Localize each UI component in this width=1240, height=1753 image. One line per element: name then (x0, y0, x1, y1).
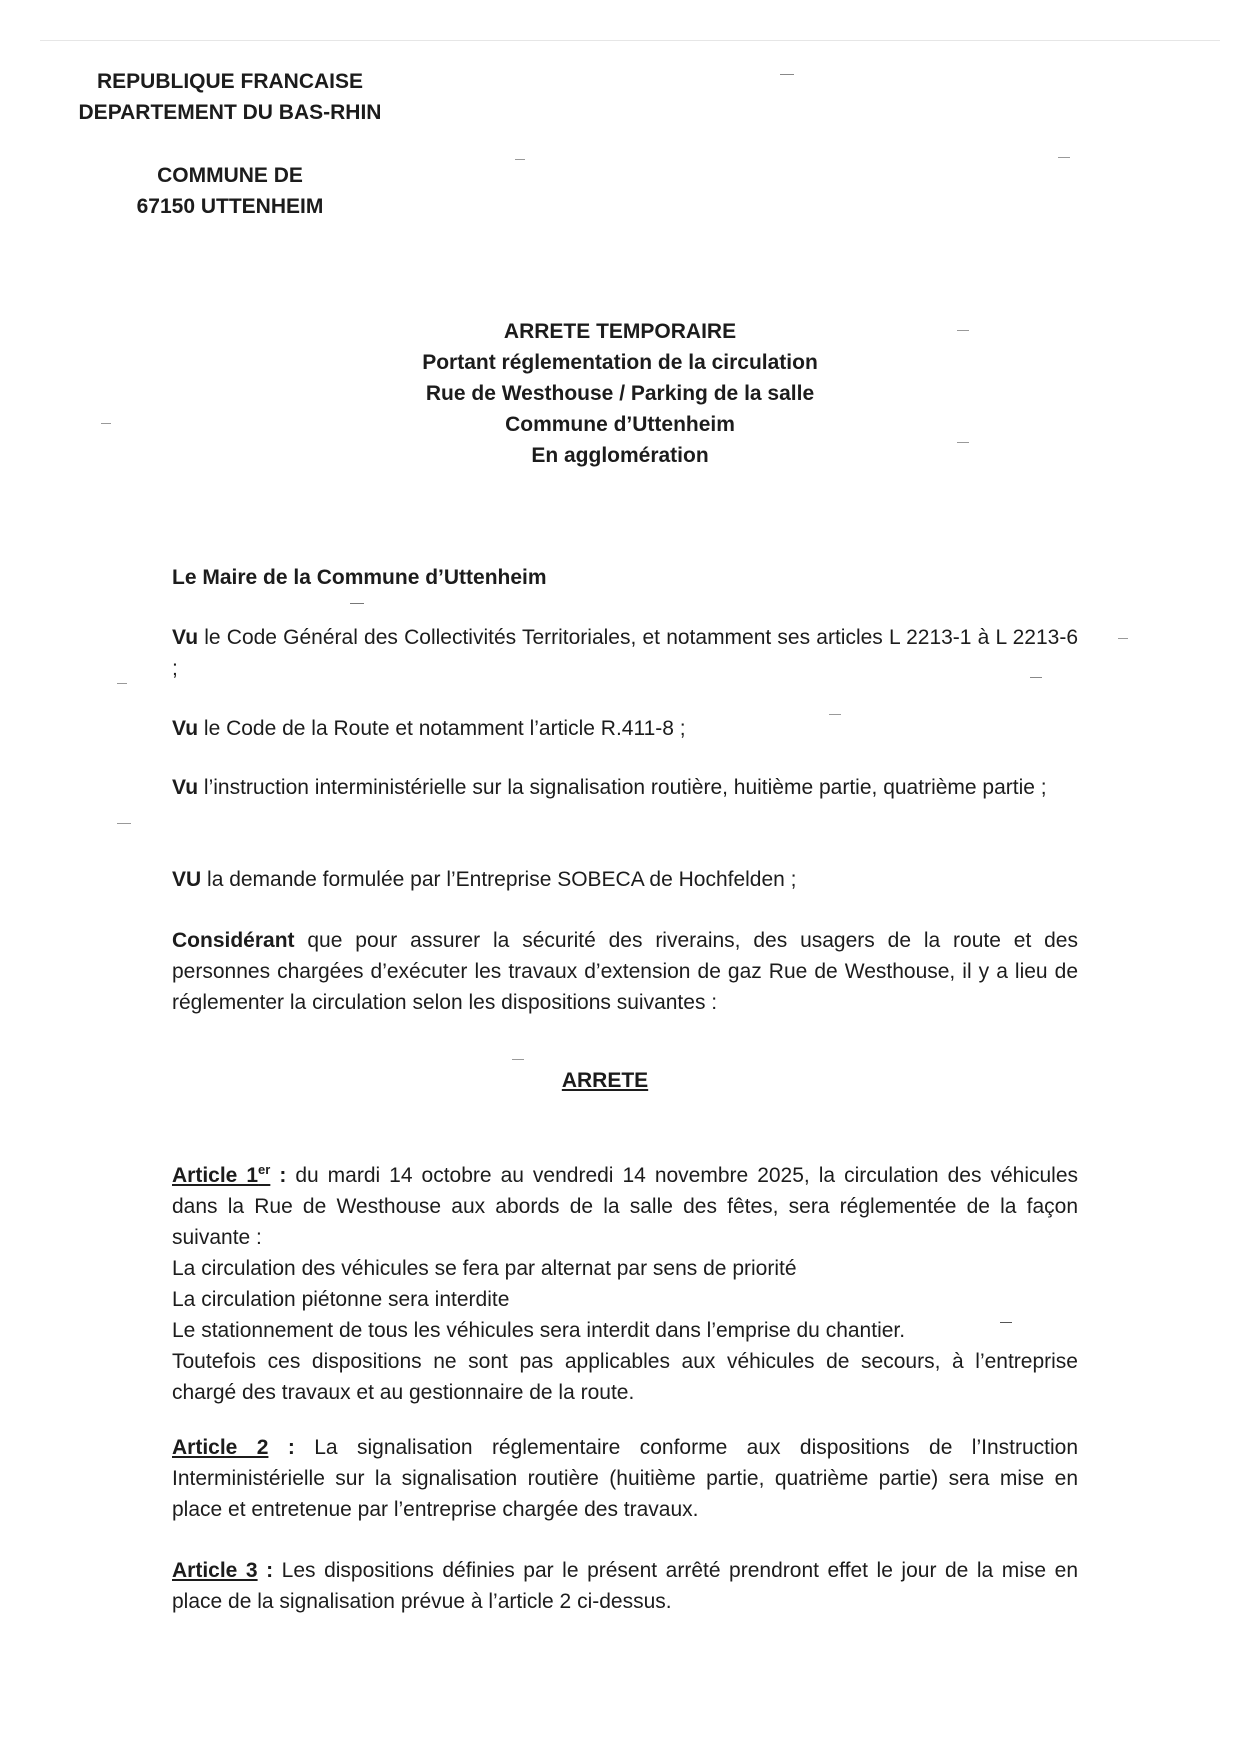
scan-mark (780, 74, 794, 75)
scan-mark (512, 1059, 524, 1060)
scan-mark (1058, 157, 1070, 158)
article-2-label: Article 2 (172, 1436, 269, 1459)
article-1-line-4: Toutefois ces dispositions ne sont pas applicables aux véhicules de secours, à l’entreprise chargé des travaux et au gestionnaire de la route. (172, 1350, 1078, 1404)
scan-mark (101, 423, 111, 424)
scan-mark (117, 683, 127, 684)
vu-label: Vu (172, 717, 199, 740)
header-commune (110, 160, 350, 222)
title-line-5: En agglomération (531, 444, 709, 467)
header-line-republique: REPUBLIQUE FRANCAISE (96, 70, 364, 93)
scan-mark (957, 442, 969, 443)
article-3-text: Les dispositions définies par le présent arrêté prendront effet le jour de la mise en place de la signalisation prévue à l’article 2 ci-dessus. (172, 1559, 1079, 1613)
title-block (385, 316, 855, 471)
header-line-commune: COMMUNE DE (157, 164, 303, 187)
vu-paragraph-2 (172, 713, 1078, 744)
article-2-text: La signalisation réglementaire conforme aux dispositions de l’Instruction Interministérielle sur la signalisation routière (huitième partie, quatrième partie) sera mise en place et entretenue par l’entreprise chargée des travaux. (172, 1436, 1078, 1521)
maire-line: Le Maire de la Commune d’Uttenheim (172, 566, 547, 589)
vu-label: VU (172, 868, 202, 891)
header-line-postal: 67150 UTTENHEIM (136, 195, 324, 218)
vu-label: Vu (172, 626, 199, 649)
article-1-line-3: Le stationnement de tous les véhicules sera interdit dans l’emprise du chantier. (172, 1319, 906, 1342)
scan-mark (350, 603, 364, 604)
arrete-heading: ARRETE (561, 1069, 649, 1092)
article-1 (172, 1160, 1078, 1408)
vu-text: le Code Général des Collectivités Territoriales, et notamment ses articles L 2213-1 à L 2213-6 ; (172, 626, 1078, 680)
vu-label: Vu (172, 776, 199, 799)
article-3-label: Article 3 (172, 1559, 258, 1582)
header-republic (60, 66, 400, 128)
article-1-line-1: La circulation des véhicules se fera par alternat par sens de priorité (172, 1257, 797, 1280)
vu-text: l’instruction interministérielle sur la signalisation routière, huitième partie, quatrième partie ; (198, 776, 1047, 799)
vu-paragraph-3 (172, 772, 1078, 803)
scan-mark (957, 330, 969, 331)
scan-mark (117, 823, 131, 824)
article-3-colon: : (257, 1559, 274, 1582)
title-line-4: Commune d’Uttenheim (505, 413, 735, 436)
scan-mark (515, 159, 525, 160)
article-2 (172, 1432, 1078, 1525)
scan-mark (1118, 638, 1128, 639)
vu-paragraph-1 (172, 622, 1078, 684)
header-line-departement: DEPARTEMENT DU BAS-RHIN (78, 101, 382, 124)
article-1-line-2: La circulation piétonne sera interdite (172, 1288, 510, 1311)
article-2-colon: : (268, 1436, 295, 1459)
title-line-2: Portant réglementation de la circulation (422, 351, 818, 374)
vu-paragraph-4 (172, 864, 1078, 895)
considerant-text: que pour assurer la sécurité des riverains, des usagers de la route et des personnes chargées d’exécuter les travaux d’extension de gaz Rue de Westhouse, il y a lieu de réglementer la circulation selon les dispositions suivantes : (172, 929, 1078, 1014)
article-3 (172, 1555, 1078, 1617)
article-1-colon: : (270, 1164, 287, 1187)
considerant-paragraph (172, 925, 1078, 1018)
title-line-1: ARRETE TEMPORAIRE (503, 320, 737, 343)
scan-mark (40, 40, 1220, 41)
title-line-3: Rue de Westhouse / Parking de la salle (425, 382, 815, 405)
article-1-sup: er (258, 1162, 271, 1177)
considerant-label: Considérant (172, 929, 295, 952)
article-1-label: Article 1er (172, 1162, 271, 1187)
vu-text: le Code de la Route et notamment l’article R.411-8 ; (198, 717, 686, 740)
article-1-text: du mardi 14 octobre au vendredi 14 novembre 2025, la circulation des véhicules dans la Rue de Westhouse aux abords de la salle des fêtes, sera réglementée de la façon suivante : (172, 1164, 1079, 1249)
vu-text: la demande formulée par l’Entreprise SOBECA de Hochfelden ; (201, 868, 797, 891)
